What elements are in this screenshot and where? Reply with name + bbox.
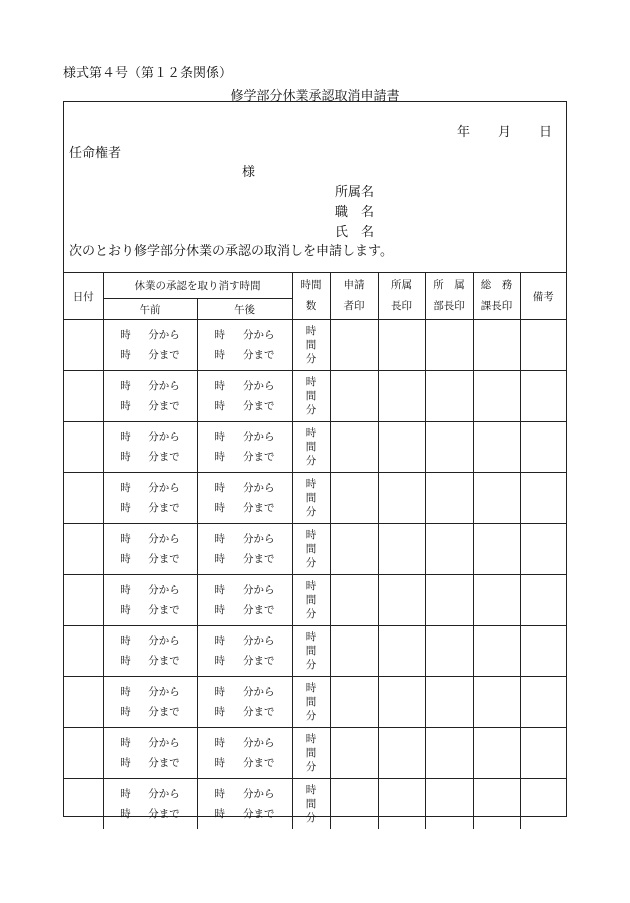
- hour-label: 時: [120, 788, 131, 800]
- hour-label: 時: [214, 655, 225, 667]
- pm-time-cell[interactable]: [197, 473, 292, 524]
- table-row: [64, 626, 566, 677]
- hours-char-2: 間: [305, 339, 317, 351]
- col-hours-line2: 数: [305, 300, 317, 312]
- table-row: [64, 320, 566, 371]
- head-seal-cell[interactable]: [378, 779, 425, 830]
- hours-cell[interactable]: [292, 320, 330, 371]
- hours-char-2: 間: [305, 747, 317, 759]
- hour-label: 時: [214, 635, 225, 647]
- hour-label: 時: [120, 584, 131, 596]
- until-label: 分まで: [243, 706, 275, 718]
- head-seal-cell[interactable]: [378, 626, 425, 677]
- pm-time-cell[interactable]: [197, 320, 292, 371]
- col-cancel-time: 休業の承認を取り消す時間: [103, 273, 292, 299]
- until-label: 分まで: [243, 655, 275, 667]
- honorific: 様: [242, 165, 256, 180]
- from-label: 分から: [243, 380, 275, 392]
- form-number: 様式第４号（第１２条関係）: [63, 66, 233, 81]
- am-time-cell[interactable]: [103, 473, 197, 524]
- head-seal-cell[interactable]: [378, 371, 425, 422]
- col-hours: [292, 273, 330, 320]
- date-cell[interactable]: [64, 677, 103, 728]
- applicant-seal-cell[interactable]: [330, 524, 378, 575]
- date-cell[interactable]: [64, 626, 103, 677]
- hours-char-1: 時: [305, 376, 317, 388]
- hours-char-1: 時: [305, 682, 317, 694]
- name-label: 氏 名: [335, 225, 375, 240]
- hour-label: 時: [214, 329, 225, 341]
- hour-label: 時: [214, 686, 225, 698]
- hour-label: 時: [120, 400, 131, 412]
- hour-label: 時: [120, 482, 131, 494]
- until-label: 分まで: [243, 502, 275, 514]
- general-seal-cell[interactable]: [473, 626, 520, 677]
- table-row: [64, 524, 566, 575]
- until-label: 分まで: [148, 706, 180, 718]
- remarks-cell[interactable]: [520, 371, 566, 422]
- from-label: 分から: [243, 482, 275, 494]
- minutes-char: 分: [305, 608, 317, 620]
- col-head-line2: 長印: [391, 300, 412, 312]
- hour-label: 時: [120, 686, 131, 698]
- hour-label: 時: [214, 380, 225, 392]
- dept-seal-cell[interactable]: [425, 422, 473, 473]
- remarks-cell[interactable]: [520, 779, 566, 830]
- general-seal-cell[interactable]: [473, 575, 520, 626]
- hour-label: 時: [214, 451, 225, 463]
- hour-label: 時: [120, 533, 131, 545]
- dept-seal-cell[interactable]: [425, 473, 473, 524]
- from-label: 分から: [148, 380, 180, 392]
- hours-char-1: 時: [305, 325, 317, 337]
- hours-char-1: 時: [305, 631, 317, 643]
- hour-label: 時: [214, 502, 225, 514]
- hours-cell[interactable]: [292, 677, 330, 728]
- from-label: 分から: [148, 329, 180, 341]
- hour-label: 時: [120, 635, 131, 647]
- applicant-seal-cell[interactable]: [330, 422, 378, 473]
- pm-time-cell[interactable]: [197, 728, 292, 779]
- from-label: 分から: [243, 635, 275, 647]
- from-label: 分から: [148, 737, 180, 749]
- applicant-seal-cell[interactable]: [330, 728, 378, 779]
- am-time-cell[interactable]: [103, 677, 197, 728]
- hour-label: 時: [214, 584, 225, 596]
- header-row: [64, 273, 566, 299]
- from-label: 分から: [243, 584, 275, 596]
- head-seal-cell[interactable]: [378, 422, 425, 473]
- general-seal-cell[interactable]: [473, 677, 520, 728]
- hour-label: 時: [120, 737, 131, 749]
- head-seal-cell[interactable]: [378, 473, 425, 524]
- from-label: 分から: [243, 686, 275, 698]
- hour-label: 時: [120, 349, 131, 361]
- col-dept-line2: 部長印: [433, 300, 465, 312]
- hours-cell[interactable]: [292, 524, 330, 575]
- hours-char-2: 間: [305, 645, 317, 657]
- until-label: 分まで: [148, 553, 180, 565]
- remarks-cell[interactable]: [520, 320, 566, 371]
- until-label: 分まで: [243, 400, 275, 412]
- remarks-cell[interactable]: [520, 626, 566, 677]
- form-title: 修学部分休業承認取消申請書: [230, 89, 400, 104]
- from-label: 分から: [243, 533, 275, 545]
- applicant-seal-cell[interactable]: [330, 677, 378, 728]
- am-time-cell[interactable]: [103, 320, 197, 371]
- head-seal-cell[interactable]: [378, 677, 425, 728]
- hour-label: 時: [120, 451, 131, 463]
- hour-label: 時: [214, 737, 225, 749]
- from-label: 分から: [148, 482, 180, 494]
- minutes-char: 分: [305, 557, 317, 569]
- hours-cell[interactable]: [292, 779, 330, 830]
- pm-time-cell[interactable]: [197, 422, 292, 473]
- col-applicant-line1: 申請: [343, 279, 365, 291]
- col-pm: 午後: [197, 299, 292, 320]
- dept-seal-cell[interactable]: [425, 779, 473, 830]
- position-label: 職 名: [335, 205, 375, 220]
- until-label: 分まで: [148, 757, 180, 769]
- general-seal-cell[interactable]: [473, 779, 520, 830]
- hour-label: 時: [120, 380, 131, 392]
- until-label: 分まで: [148, 451, 180, 463]
- hour-label: 時: [214, 533, 225, 545]
- hours-cell[interactable]: [292, 626, 330, 677]
- col-head-line1: 所属: [391, 279, 412, 291]
- date-cell[interactable]: [64, 320, 103, 371]
- remarks-cell[interactable]: [520, 524, 566, 575]
- hours-char-2: 間: [305, 441, 317, 453]
- col-head-seal: [378, 273, 425, 320]
- hours-cell[interactable]: [292, 575, 330, 626]
- table-row: [64, 779, 566, 830]
- hours-char-2: 間: [305, 696, 317, 708]
- date-cell[interactable]: [64, 779, 103, 830]
- hours-char-1: 時: [305, 529, 317, 541]
- minutes-char: 分: [305, 455, 317, 467]
- col-am: 午前: [103, 299, 197, 320]
- hour-label: 時: [120, 808, 131, 820]
- hour-label: 時: [120, 329, 131, 341]
- hour-label: 時: [214, 706, 225, 718]
- from-label: 分から: [148, 788, 180, 800]
- dept-seal-cell[interactable]: [425, 728, 473, 779]
- hours-char-2: 間: [305, 543, 317, 555]
- minutes-char: 分: [305, 761, 317, 773]
- applicant-seal-cell[interactable]: [330, 473, 378, 524]
- until-label: 分まで: [148, 349, 180, 361]
- hour-label: 時: [214, 604, 225, 616]
- hours-char-2: 間: [305, 798, 317, 810]
- col-general-line2: 課長印: [480, 300, 513, 312]
- remarks-cell[interactable]: [520, 473, 566, 524]
- until-label: 分まで: [243, 553, 275, 565]
- hour-label: 時: [214, 482, 225, 494]
- pm-time-cell[interactable]: [197, 677, 292, 728]
- minutes-char: 分: [305, 812, 317, 824]
- date-year: 年: [457, 125, 471, 140]
- table-row: [64, 677, 566, 728]
- am-time-cell[interactable]: [103, 575, 197, 626]
- date-cell[interactable]: [64, 371, 103, 422]
- form-header: [64, 102, 566, 272]
- remarks-cell[interactable]: [520, 728, 566, 779]
- minutes-char: 分: [305, 710, 317, 722]
- applicant-seal-cell[interactable]: [330, 779, 378, 830]
- hour-label: 時: [214, 349, 225, 361]
- hours-char-2: 間: [305, 492, 317, 504]
- hour-label: 時: [214, 400, 225, 412]
- remarks-cell[interactable]: [520, 677, 566, 728]
- dept-seal-cell[interactable]: [425, 626, 473, 677]
- hours-char-1: 時: [305, 580, 317, 592]
- head-seal-cell[interactable]: [378, 524, 425, 575]
- general-seal-cell[interactable]: [473, 728, 520, 779]
- general-seal-cell[interactable]: [473, 473, 520, 524]
- from-label: 分から: [148, 584, 180, 596]
- col-hours-line1: 時間: [300, 279, 322, 291]
- minutes-char: 分: [305, 353, 317, 365]
- table-row: [64, 728, 566, 779]
- minutes-char: 分: [305, 506, 317, 518]
- until-label: 分まで: [243, 451, 275, 463]
- table-row: [64, 422, 566, 473]
- general-seal-cell[interactable]: [473, 524, 520, 575]
- head-seal-cell[interactable]: [378, 320, 425, 371]
- col-date: 日付: [64, 273, 103, 320]
- hour-label: 時: [120, 431, 131, 443]
- until-label: 分まで: [148, 808, 180, 820]
- head-seal-cell[interactable]: [378, 728, 425, 779]
- pm-time-cell[interactable]: [197, 371, 292, 422]
- until-label: 分まで: [148, 655, 180, 667]
- from-label: 分から: [148, 431, 180, 443]
- date-cell[interactable]: [64, 524, 103, 575]
- pm-time-cell[interactable]: [197, 575, 292, 626]
- from-label: 分から: [243, 737, 275, 749]
- hour-label: 時: [214, 757, 225, 769]
- remarks-cell[interactable]: [520, 575, 566, 626]
- date-month: 月: [498, 125, 512, 140]
- from-label: 分から: [243, 788, 275, 800]
- am-time-cell[interactable]: [103, 371, 197, 422]
- until-label: 分まで: [243, 349, 275, 361]
- until-label: 分まで: [148, 502, 180, 514]
- hours-char-1: 時: [305, 784, 317, 796]
- col-dept-line1: 所 属: [433, 279, 465, 291]
- hours-cell[interactable]: [292, 371, 330, 422]
- pm-time-cell[interactable]: [197, 779, 292, 830]
- hours-char-1: 時: [305, 733, 317, 745]
- hour-label: 時: [120, 553, 131, 565]
- hour-label: 時: [214, 431, 225, 443]
- until-label: 分まで: [243, 757, 275, 769]
- date-cell[interactable]: [64, 728, 103, 779]
- minutes-char: 分: [305, 404, 317, 416]
- hours-cell[interactable]: [292, 473, 330, 524]
- table-row: [64, 575, 566, 626]
- hour-label: 時: [120, 757, 131, 769]
- hours-char-2: 間: [305, 390, 317, 402]
- general-seal-cell[interactable]: [473, 422, 520, 473]
- hour-label: 時: [120, 655, 131, 667]
- from-label: 分から: [148, 635, 180, 647]
- am-time-cell[interactable]: [103, 524, 197, 575]
- until-label: 分まで: [148, 400, 180, 412]
- from-label: 分から: [148, 533, 180, 545]
- until-label: 分まで: [148, 604, 180, 616]
- am-time-cell[interactable]: [103, 728, 197, 779]
- until-label: 分まで: [243, 604, 275, 616]
- general-seal-cell[interactable]: [473, 320, 520, 371]
- from-label: 分から: [243, 329, 275, 341]
- hour-label: 時: [120, 706, 131, 718]
- date-day: 日: [539, 125, 553, 140]
- hours-char-1: 時: [305, 478, 317, 490]
- remarks-cell[interactable]: [520, 422, 566, 473]
- dept-seal-cell[interactable]: [425, 371, 473, 422]
- am-time-cell[interactable]: [103, 779, 197, 830]
- until-label: 分まで: [243, 808, 275, 820]
- minutes-char: 分: [305, 659, 317, 671]
- date-cell[interactable]: [64, 473, 103, 524]
- hour-label: 時: [214, 553, 225, 565]
- table-row: [64, 473, 566, 524]
- head-seal-cell[interactable]: [378, 575, 425, 626]
- general-seal-cell[interactable]: [473, 371, 520, 422]
- hour-label: 時: [120, 604, 131, 616]
- am-time-cell[interactable]: [103, 626, 197, 677]
- hours-cell[interactable]: [292, 728, 330, 779]
- hour-label: 時: [214, 808, 225, 820]
- hour-label: 時: [120, 502, 131, 514]
- hours-cell[interactable]: [292, 422, 330, 473]
- applicant-seal-cell[interactable]: [330, 320, 378, 371]
- dept-seal-cell[interactable]: [425, 575, 473, 626]
- applicant-seal-cell[interactable]: [330, 626, 378, 677]
- form-frame: [63, 101, 567, 824]
- col-applicant-line2: 者印: [343, 300, 365, 312]
- from-label: 分から: [243, 431, 275, 443]
- hours-char-1: 時: [305, 427, 317, 439]
- col-remarks: 備考: [520, 273, 566, 320]
- affiliation-label: 所属名: [335, 185, 375, 200]
- dept-seal-cell[interactable]: [425, 320, 473, 371]
- am-time-cell[interactable]: [103, 422, 197, 473]
- request-statement: 次のとおり修学部分休業の承認の取消しを申請します。: [69, 244, 393, 259]
- dept-seal-cell[interactable]: [425, 524, 473, 575]
- cancellation-table: [64, 272, 566, 829]
- col-general-seal: [473, 273, 520, 320]
- hour-label: 時: [214, 788, 225, 800]
- col-dept-seal: [425, 273, 473, 320]
- date-cell[interactable]: [64, 575, 103, 626]
- applicant-seal-cell[interactable]: [330, 575, 378, 626]
- col-general-line1: 総 務: [480, 279, 513, 291]
- pm-time-cell[interactable]: [197, 626, 292, 677]
- appointer-label: 任命権者: [69, 146, 122, 161]
- table-row: [64, 371, 566, 422]
- applicant-seal-cell[interactable]: [330, 371, 378, 422]
- pm-time-cell[interactable]: [197, 524, 292, 575]
- date-cell[interactable]: [64, 422, 103, 473]
- col-applicant-seal: [330, 273, 378, 320]
- hours-char-2: 間: [305, 594, 317, 606]
- dept-seal-cell[interactable]: [425, 677, 473, 728]
- from-label: 分から: [148, 686, 180, 698]
